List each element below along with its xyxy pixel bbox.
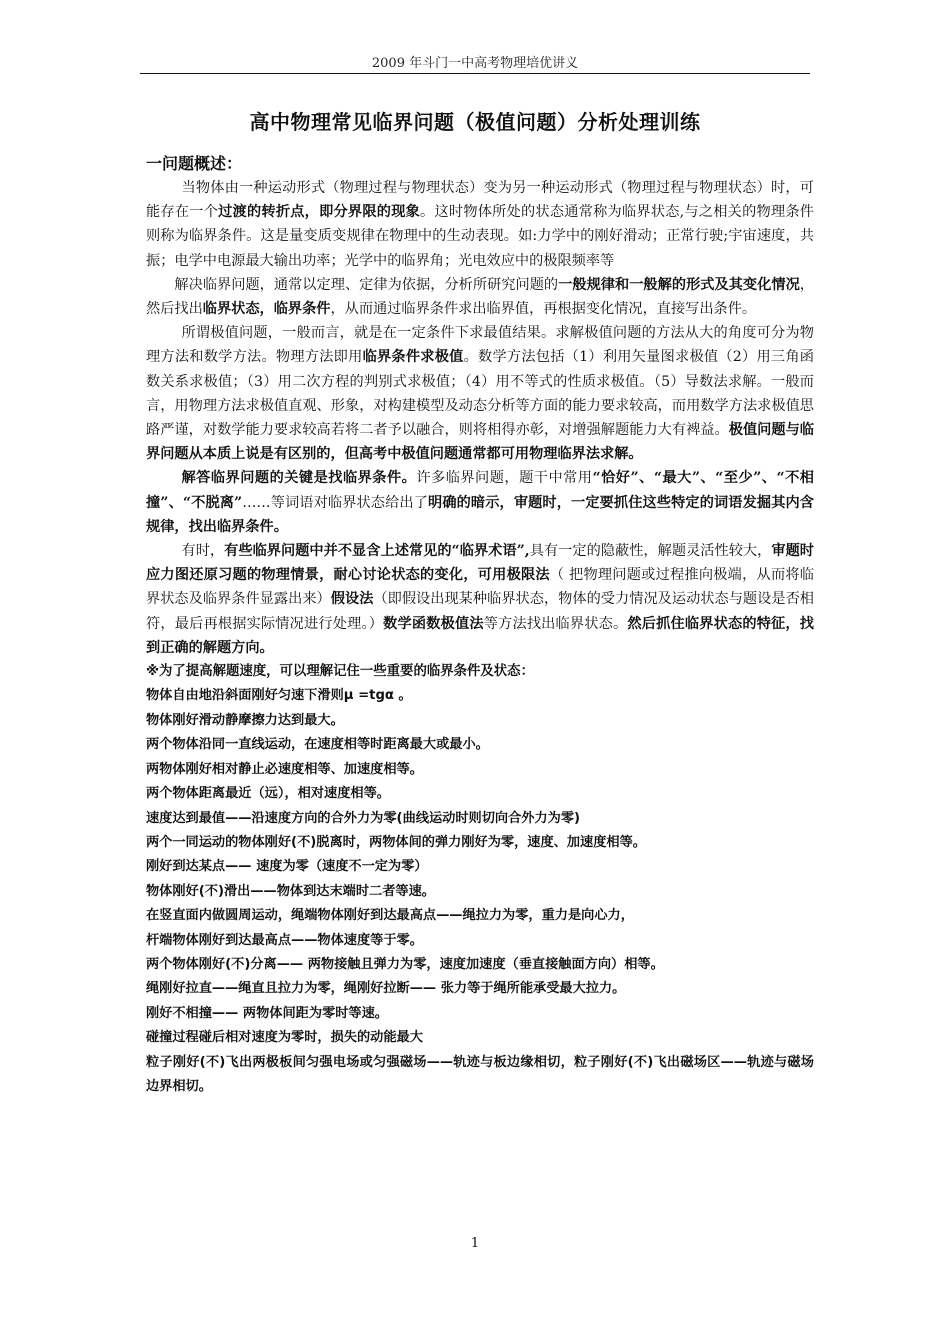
paragraph-4 <box>146 466 814 539</box>
paragraph-2-emphasis-1: 一般规律和一般解的形式及其变化情况 <box>558 276 800 293</box>
condition-item: 绳刚好拉直——绳直且拉力为零，绳刚好拉断—— 张力等于绳所能承受最大拉力。 <box>146 981 626 997</box>
paragraph-2-emphasis-2: 临界状态，临界条件 <box>202 301 331 318</box>
condition-item: 物体刚好滑动静摩擦力达到最大。 <box>146 712 344 728</box>
condition-item: 两物体刚好相对静止必速度相等、加速度相等。 <box>146 761 423 777</box>
paragraph-4-text-d: ……等词语对临界状态给出了 <box>242 494 429 511</box>
condition-item: 碰撞过程碰后相对速度为零时，损失的动能最大 <box>146 1030 423 1046</box>
paragraph-4-emphasis-1: 解答临界问题的关键是找临界条件。 <box>181 470 417 487</box>
condition-item: 两个物体距离最近（远），相对速度相等。 <box>146 786 390 802</box>
key-conditions-note: ※为了提高解题速度，可以理解记住一些重要的临界条件及状态： <box>146 664 534 680</box>
section-title: 一问题概述： <box>146 154 243 173</box>
paragraph-4-emphasis-3: 明确的暗示，审题时，一定要抓住这些特定的词语发掘其内含规律，找出临界条件。 <box>146 494 814 535</box>
paragraph-5-text-e: （ 把物理问题或过程推向极端，从而将临界状态及临界条件显露出来） <box>146 567 814 608</box>
paragraph-5-emphasis-3: 假设法 <box>330 591 374 608</box>
condition-item: 两个一同运动的物体刚好(不)脱离时，两物体间的弹力刚好为零，速度、加速度相等。 <box>146 834 646 850</box>
paragraph-5-emphasis-4: 数学函数极值法 <box>383 615 484 632</box>
condition-item: 物体刚好(不)滑出——物体到达末端时二者等速。 <box>146 883 435 899</box>
paragraph-2-text-e: ，从而通过临界条件求出临界值，再根据变化情况，直接写出条件。 <box>330 301 757 318</box>
paragraph-1 <box>146 176 814 273</box>
paragraph-5-text-i: 等方法找出临界状态。 <box>483 615 628 632</box>
condition-item: 两个物体沿同一直线运动，在速度相等时距离最大或最小。 <box>146 737 489 753</box>
paragraph-3-emphasis-1: 临界条件求极值 <box>362 349 464 366</box>
paragraph-4-text-b: 许多临界问题，题干中常用 <box>416 470 593 487</box>
paragraph-2-text-a: 解决临界问题，通常以定理、定律为依据，分析所研究问题的 <box>174 276 559 293</box>
condition-item: 刚好不相撞—— 两物体间距为零时等速。 <box>146 1005 388 1021</box>
paragraph-1-text-a: 当物体由一种运动形式（物理过程与物理状态）变为另一种运动形式（物理过程与物理状态）时，可能存在一个 <box>146 180 814 221</box>
paragraph-3-emphasis-2: 极值问题与临界问题从本质上说是有区别的，但高考中极值问题通常都可用物理临界法求解。 <box>146 422 814 463</box>
document-title: 高中物理常见临界问题（极值问题）分析处理训练 <box>249 110 701 134</box>
paragraph-5-text-c: 具有一定的隐蔽性，解题灵活性较大， <box>529 543 772 560</box>
condition-item: 两个物体刚好(不)分离—— 两物接触且弹力为零，速度加速度（垂直接触面方向）相等。 <box>146 956 664 972</box>
condition-item: 粒子刚好(不)飞出两极板间匀强电场或匀强磁场——轨迹与板边缘相切，粒子刚好(不)飞出磁场区——轨迹与磁场边界相切。 <box>146 1054 814 1094</box>
paragraph-3-text-a: 所谓极值问题，一般而言，就是在一定条件下求最值结果。求解极值问题的方法从大的角度可分为物理方法和数学方法。物理方法即用 <box>146 325 814 366</box>
page-number: 1 <box>470 1236 480 1251</box>
condition-item: 杆端物体刚好到达最高点——物体速度等于零。 <box>146 932 423 948</box>
document-body <box>146 176 814 1099</box>
paragraph-5-emphasis-1: 有些临界问题中并不显含上述常见的“临界术语”, <box>224 543 530 560</box>
header-divider <box>140 73 810 74</box>
paragraph-5-text-g: （即假设出现某种临界状态，物体的受力情况及运动状态与题设是否相符，最后再根据实际情况进行处理。） <box>146 591 814 632</box>
page-header: 2009 年斗门一中高考物理培优讲义 <box>371 56 579 71</box>
paragraph-1-text-c: 。这时物体所处的状态通常称为临界状态,与之相关的物理条件则称为临界条件。这是量变质变规律在物理中的生动表现。如:力学中的刚好滑动；正常行驶;宇宙速度，共振；电学中电源最大输出功率；光学中的临界角；光电效应中的极限频率等 <box>146 204 814 269</box>
condition-item: 刚好到达某点—— 速度为零（速度不一定为零） <box>146 859 428 875</box>
condition-item: 物体自由地沿斜面刚好匀速下滑则μ =tgα 。 <box>146 688 412 704</box>
paragraph-4-emphasis-2: “恰好”、“最大”、“至少”、“不相撞”、“不脱离” <box>146 470 814 511</box>
condition-item: 在竖直面内做圆周运动，绳端物体刚好到达最高点——绳拉力为零，重力是向心力， <box>146 908 634 924</box>
paragraph-2 <box>146 273 814 321</box>
paragraph-3-text-c: 。数学方法包括（1）利用矢量图求极值（2）用三角函数关系求极值；（3）用二次方程的判别式求极值；（4）用不等式的性质求极值。（5）导数法求解。一般而言，用物理方法求极值直观、形象，对构建模型及动态分析等方面的能力要求较高，而用数学方法求极值思路严谨，对数学能力要求较高若将二者予以融合，则将相得亦彰，对增强解题能力大有裨益。 <box>146 349 814 439</box>
paragraph-3 <box>146 321 814 466</box>
paragraph-2-text-c: ，然后找出 <box>146 276 814 318</box>
paragraph-5-emphasis-2: 审题时应力图还原习题的物理情景，耐心讨论状态的变化，可用极限法 <box>146 543 814 584</box>
paragraph-5-emphasis-5: 然后抓住临界状态的特征，找到正确的解题方向。 <box>146 615 814 656</box>
condition-item: 速度达到最值——沿速度方向的合外力为零(曲线运动时则切向合外力为零) <box>146 810 581 826</box>
paragraph-5-text-a: 有时， <box>181 543 225 560</box>
paragraph-5 <box>146 539 814 660</box>
paragraph-1-emphasis: 过渡的转折点，即分界限的现象 <box>218 204 421 221</box>
